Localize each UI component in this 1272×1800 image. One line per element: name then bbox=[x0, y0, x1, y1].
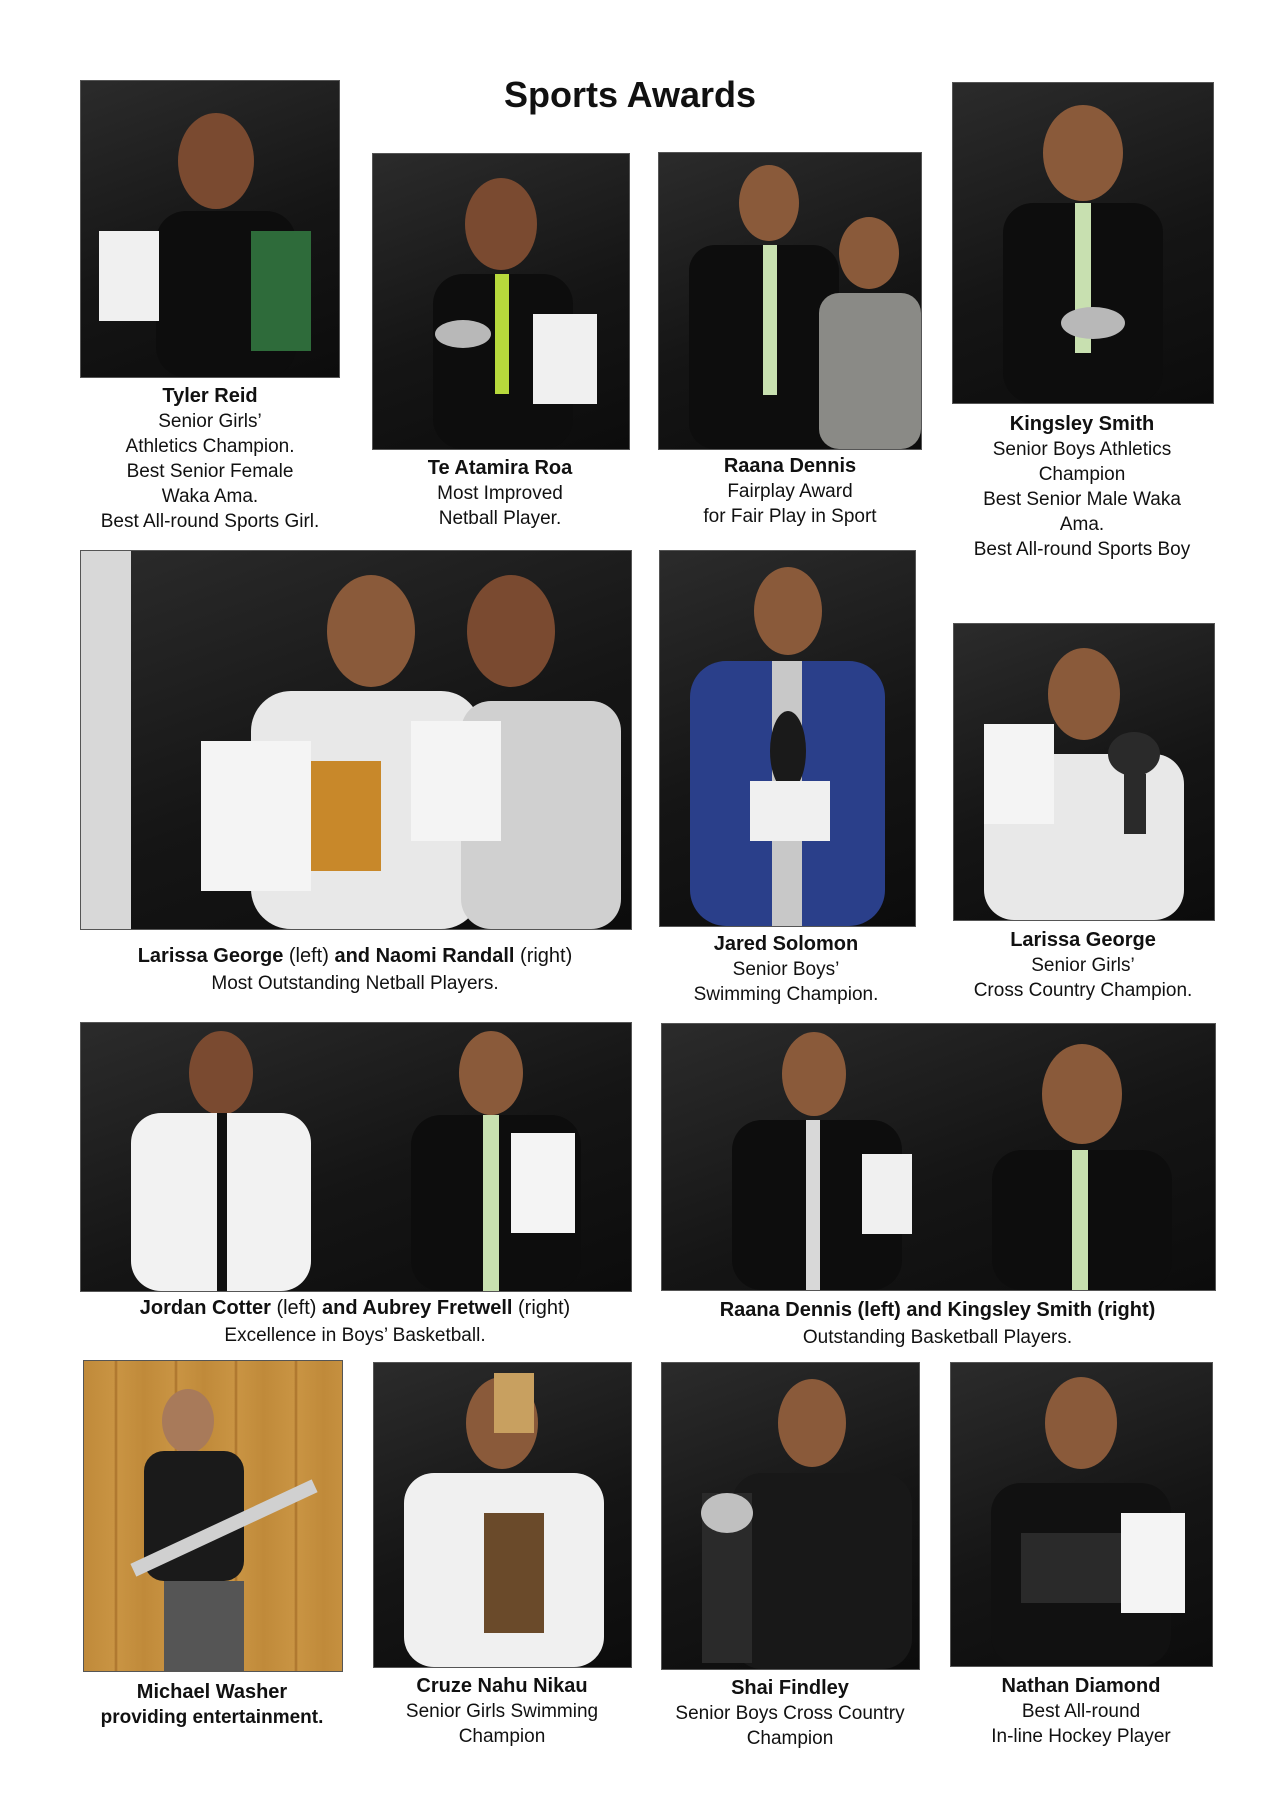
award-line: Outstanding Basketball Players. bbox=[802, 1327, 1073, 1348]
award-line: Athletics Champion. bbox=[125, 436, 295, 457]
caption-shai-findley bbox=[654, 1676, 926, 1751]
award-line: providing entertainment. bbox=[100, 1707, 324, 1728]
award-line: Best All-round Sports Girl. bbox=[100, 511, 320, 532]
award-line: Best Senior Male Waka bbox=[983, 489, 1181, 510]
award-name: Tyler Reid bbox=[162, 385, 258, 407]
position-label: (right) bbox=[514, 945, 573, 967]
photo-michael-washer bbox=[83, 1360, 343, 1672]
photo-shai-findley bbox=[661, 1362, 920, 1670]
award-line: Cross Country Champion. bbox=[973, 980, 1193, 1001]
photo-cruze-nahu-nikau bbox=[373, 1362, 632, 1668]
caption-raana-dennis bbox=[660, 454, 920, 529]
award-line: Champion bbox=[1038, 464, 1126, 485]
photo-tyler-reid bbox=[80, 80, 340, 378]
award-name: Jared Solomon bbox=[713, 933, 859, 955]
award-name: Shai Findley bbox=[731, 1677, 849, 1699]
photo-jared-solomon bbox=[659, 550, 916, 927]
caption-cruze-nahu-nikau bbox=[370, 1674, 634, 1749]
award-line: Champion bbox=[458, 1726, 546, 1747]
caption-larissa-george bbox=[944, 928, 1222, 1003]
award-name: Nathan Diamond bbox=[1001, 1675, 1161, 1697]
award-line: Best All-round bbox=[1021, 1701, 1141, 1722]
award-name: Aubrey Fretwell bbox=[362, 1297, 513, 1319]
photo-nathan-diamond bbox=[950, 1362, 1213, 1667]
award-line: Waka Ama. bbox=[161, 486, 259, 507]
award-line: Senior Girls’ bbox=[1031, 955, 1135, 976]
caption-tyler-reid bbox=[70, 384, 350, 534]
award-line: Best Senior Female bbox=[126, 461, 294, 482]
joiner-label: and bbox=[328, 945, 376, 967]
award-name: Te Atamira Roa bbox=[427, 457, 573, 479]
award-name: Kingsley Smith (right) bbox=[947, 1299, 1156, 1321]
award-line: Most Improved bbox=[437, 483, 563, 504]
award-line: In-line Hockey Player bbox=[991, 1726, 1171, 1747]
award-line: Senior Boys’ bbox=[732, 959, 840, 980]
caption-kingsley-smith bbox=[940, 412, 1224, 562]
award-name: Jordan Cotter bbox=[139, 1297, 271, 1319]
award-name: Michael Washer bbox=[136, 1681, 288, 1703]
award-line: Senior Girls Swimming bbox=[405, 1701, 599, 1722]
joiner-label: and bbox=[316, 1297, 363, 1319]
caption-nathan-diamond bbox=[946, 1674, 1216, 1749]
photo-raana-kingsley bbox=[661, 1023, 1216, 1291]
award-name: Naomi Randall bbox=[375, 945, 515, 967]
award-name: Cruze Nahu Nikau bbox=[416, 1675, 588, 1697]
award-line: for Fair Play in Sport bbox=[703, 506, 877, 527]
photo-larissa-naomi bbox=[80, 550, 632, 930]
photo-jordan-aubrey bbox=[80, 1022, 632, 1292]
photo-larissa-george bbox=[953, 623, 1215, 921]
position-label: (left) bbox=[283, 945, 329, 967]
award-name: Raana Dennis (left) bbox=[719, 1299, 901, 1321]
award-line: Excellence in Boys’ Basketball. bbox=[224, 1325, 486, 1346]
award-name: Raana Dennis bbox=[723, 455, 857, 477]
joiner-label: and bbox=[900, 1299, 948, 1321]
caption-raana-kingsley bbox=[661, 1296, 1214, 1352]
award-name: Larissa George bbox=[1010, 929, 1156, 951]
award-line: Most Outstanding Netball Players. bbox=[211, 973, 499, 994]
photo-raana-dennis bbox=[658, 152, 922, 450]
position-label: (left) bbox=[270, 1297, 317, 1319]
award-line: Senior Girls’ bbox=[158, 411, 262, 432]
award-line: Ama. bbox=[1059, 514, 1105, 535]
award-name: Larissa George bbox=[137, 945, 284, 967]
caption-te-atamira-roa bbox=[380, 456, 620, 531]
award-line: Best All-round Sports Boy bbox=[973, 539, 1191, 560]
award-name: Kingsley Smith bbox=[1009, 413, 1155, 435]
position-label: (right) bbox=[512, 1297, 571, 1319]
caption-larissa-naomi bbox=[80, 942, 630, 998]
caption-jared-solomon bbox=[660, 932, 912, 1007]
award-line: Champion bbox=[746, 1728, 834, 1749]
award-line: Swimming Champion. bbox=[693, 984, 879, 1005]
award-line: Fairplay Award bbox=[727, 481, 853, 502]
photo-kingsley-smith bbox=[952, 82, 1214, 404]
award-line: Netball Player. bbox=[438, 508, 562, 529]
page-title: Sports Awards bbox=[503, 74, 757, 115]
award-line: Senior Boys Athletics bbox=[992, 439, 1172, 460]
caption-michael-washer bbox=[76, 1680, 348, 1730]
award-line: Senior Boys Cross Country bbox=[675, 1703, 905, 1724]
photo-te-atamira-roa bbox=[372, 153, 630, 450]
caption-jordan-aubrey bbox=[80, 1294, 630, 1350]
